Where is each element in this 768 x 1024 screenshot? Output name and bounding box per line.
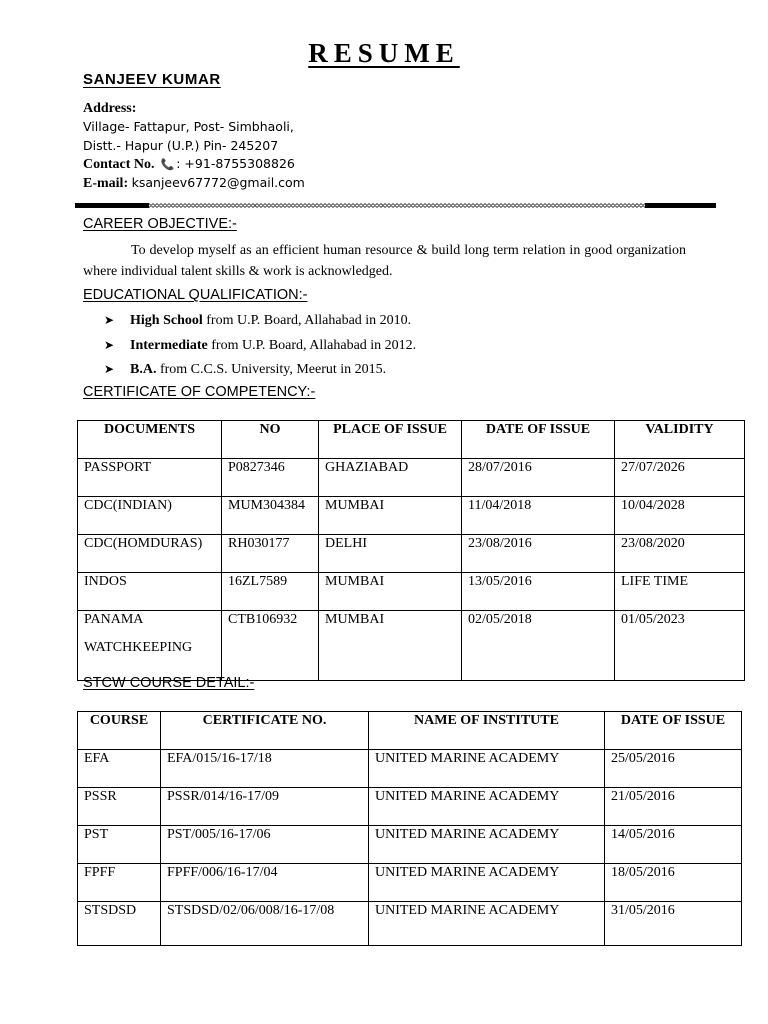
table-cell: 23/08/2016 [462, 535, 615, 573]
table-row [78, 788, 742, 826]
table-cell: MUMBAI [319, 611, 462, 681]
table-cell: 02/05/2018 [462, 611, 615, 681]
table-cell: UNITED MARINE ACADEMY [369, 902, 605, 946]
arrowhead-bullet-icon: ➤ [104, 362, 115, 376]
table-cell: 28/07/2016 [462, 459, 615, 497]
table-cell: PST [78, 826, 161, 864]
education-degree: High School [130, 313, 203, 328]
table-cell: 14/05/2016 [605, 826, 742, 864]
career-objective-text: To develop myself as an efficient human resource & build long term relation in good organization where individual talent skills & work is acknowledged. [83, 243, 686, 279]
table-cell: CDC(HOMDURAS) [78, 535, 222, 573]
column-header: DATE OF ISSUE [605, 712, 742, 750]
table-row [78, 573, 745, 611]
table-row [78, 535, 745, 573]
table-cell: 01/05/2023 [615, 611, 745, 681]
table-cell: 23/08/2020 [615, 535, 745, 573]
table-cell: P0827346 [222, 459, 319, 497]
header-separator [75, 201, 716, 210]
table-cell: FPFF [78, 864, 161, 902]
certificate-heading: CERTIFICATE OF COMPETENCY:- [83, 384, 316, 400]
table-row [78, 611, 745, 681]
table-row [78, 826, 742, 864]
table-cell: RH030177 [222, 535, 319, 573]
education-detail: from U.P. Board, Allahabad in 2012. [207, 337, 417, 353]
column-header: PLACE OF ISSUE [319, 421, 462, 459]
column-header: DATE OF ISSUE [462, 421, 615, 459]
table-cell: UNITED MARINE ACADEMY [369, 750, 605, 788]
table-cell: STSDSD/02/06/008/16-17/08 [161, 902, 369, 946]
arrowhead-bullet-icon: ➤ [104, 313, 115, 327]
candidate-name: SANJEEV KUMAR [83, 71, 221, 88]
email-line [83, 175, 305, 192]
table-cell: 27/07/2026 [615, 459, 745, 497]
table-cell: UNITED MARINE ACADEMY [369, 864, 605, 902]
column-header: CERTIFICATE NO. [161, 712, 369, 750]
education-item [104, 359, 416, 384]
table-cell: PST/005/16-17/06 [161, 826, 369, 864]
column-header: COURSE [78, 712, 161, 750]
table-cell: 13/05/2016 [462, 573, 615, 611]
table-row [78, 459, 745, 497]
table-row [78, 902, 742, 946]
stcw-heading: STCW COURSE DETAIL:- [83, 675, 255, 691]
column-header: NAME OF INSTITUTE [369, 712, 605, 750]
education-degree: B.A. [130, 362, 157, 377]
address-label: Address: [83, 101, 137, 116]
certificate-table [77, 420, 745, 681]
table-cell: PSSR [78, 788, 161, 826]
education-heading: EDUCATIONAL QUALIFICATION:- [83, 287, 308, 303]
table-cell [78, 611, 222, 681]
table-row [78, 497, 745, 535]
table-cell: MUMBAI [319, 497, 462, 535]
address-line-2: Distt.- Hapur (U.P.) Pin- 245207 [83, 138, 279, 153]
table-row [78, 864, 742, 902]
column-header: VALIDITY [615, 421, 745, 459]
table-cell: 31/05/2016 [605, 902, 742, 946]
table-cell: CDC(INDIAN) [78, 497, 222, 535]
table-cell: EFA/015/16-17/18 [161, 750, 369, 788]
table-cell: GHAZIABAD [319, 459, 462, 497]
contact-label: Contact No. [83, 157, 155, 172]
table-cell: 10/04/2028 [615, 497, 745, 535]
address-line-1: Village- Fattapur, Post- Simbhaoli, [83, 119, 294, 134]
column-header: NO [222, 421, 319, 459]
email-value: ksanjeev67772@gmail.com [131, 175, 305, 190]
table-cell: MUMBAI [319, 573, 462, 611]
resume-title: RESUME [308, 38, 460, 68]
career-objective-heading: CAREER OBJECTIVE:- [83, 216, 237, 232]
table-cell: UNITED MARINE ACADEMY [369, 826, 605, 864]
phone-icon: 📞 [160, 159, 175, 171]
document-line-1: PANAMA [84, 612, 144, 627]
education-detail: from C.C.S. University, Meerut in 2015. [156, 362, 387, 377]
table-cell: EFA [78, 750, 161, 788]
table-cell: 21/05/2016 [605, 788, 742, 826]
column-header: DOCUMENTS [78, 421, 222, 459]
table-cell: DELHI [319, 535, 462, 573]
education-item [104, 310, 416, 335]
table-cell: INDOS [78, 573, 222, 611]
table-cell: 11/04/2018 [462, 497, 615, 535]
table-cell: 16ZL7589 [222, 573, 319, 611]
document-line-2: WATCHKEEPING [84, 640, 193, 655]
table-cell: PASSPORT [78, 459, 222, 497]
arrowhead-bullet-icon: ➤ [104, 337, 115, 352]
contact-line [83, 156, 295, 173]
email-label: E-mail: [83, 176, 129, 191]
table-header-row [78, 712, 742, 750]
table-row [78, 750, 742, 788]
stcw-table [77, 711, 742, 946]
table-cell: 18/05/2016 [605, 864, 742, 902]
table-cell: STSDSD [78, 902, 161, 946]
table-cell: CTB106932 [222, 611, 319, 681]
contact-value: : +91-8755308826 [176, 156, 295, 171]
education-item [104, 335, 416, 360]
table-cell: UNITED MARINE ACADEMY [369, 788, 605, 826]
table-cell: LIFE TIME [615, 573, 745, 611]
education-detail: from U.P. Board, Allahabad in 2010. [202, 313, 412, 328]
table-cell: PSSR/014/16-17/09 [161, 788, 369, 826]
table-cell: MUM304384 [222, 497, 319, 535]
table-cell: FPFF/006/16-17/04 [161, 864, 369, 902]
education-list [104, 310, 416, 384]
education-degree: Intermediate [130, 337, 208, 353]
table-cell: 25/05/2016 [605, 750, 742, 788]
table-header-row [78, 421, 745, 459]
